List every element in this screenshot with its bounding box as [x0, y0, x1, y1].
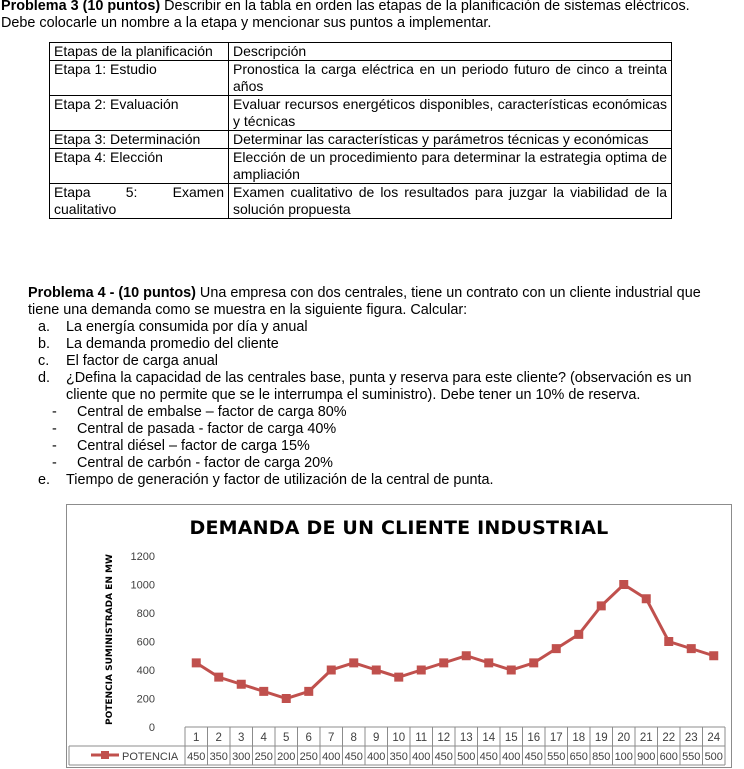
list-item: La energía consumida por día y anual [66, 319, 308, 335]
problem3-label: Problema 3 (10 puntos) [1, 0, 161, 14]
y-tick-label: 600 [136, 636, 155, 649]
data-point [507, 666, 516, 675]
data-point [529, 658, 538, 667]
table-header-description: Descripción [229, 43, 672, 61]
data-point [597, 601, 606, 610]
x-tick-label: 2 [215, 732, 222, 744]
table-row [50, 184, 672, 219]
data-table-value: 500 [704, 751, 723, 763]
table-cell-description: Examen cualitativo de los resultados para juzgar la viabilidad de la solución propuesta [229, 184, 672, 219]
table-cell-description: Determinar las características y parámetros técnicas y económicas [229, 131, 672, 149]
data-point [327, 666, 336, 675]
x-tick-label: 7 [328, 732, 335, 744]
x-tick-label: 21 [639, 732, 653, 744]
y-tick-label: 1000 [130, 579, 155, 592]
table-cell-stage: Etapa 3: Determinación [50, 131, 229, 149]
chart-plot [67, 505, 731, 767]
data-table-value: 250 [299, 751, 318, 763]
list-item: El factor de carga anual [66, 353, 218, 369]
x-tick-label: 23 [684, 732, 698, 744]
x-tick-label: 10 [392, 732, 406, 744]
problem3-text-line1: Describir en la tabla en orden las etapas de la planificación de sistemas eléctricos. [160, 0, 690, 14]
data-table-value: 450 [187, 751, 206, 763]
data-point [439, 658, 448, 667]
sublist-marker: - [52, 438, 57, 454]
x-tick-label: 16 [527, 732, 541, 744]
series-line [196, 585, 714, 699]
list-item: La demanda promedio del cliente [66, 336, 279, 352]
y-tick-label: 1200 [130, 551, 155, 563]
data-table-value: 650 [569, 751, 588, 763]
table-cell-description: Pronostica la carga eléctrica en un periodo futuro de cinco a treinta años [229, 61, 672, 96]
data-table-value: 450 [434, 751, 453, 763]
planning-stages-table [49, 42, 672, 219]
data-table-value: 450 [344, 751, 363, 763]
x-tick-label: 5 [283, 732, 290, 744]
problem3-text-line2: Debe colocarle un nombre a la etapa y mencionar sus puntos a implementar. [1, 15, 492, 31]
x-tick-label: 9 [373, 732, 380, 744]
data-table-value: 500 [457, 751, 476, 763]
data-point [259, 687, 268, 696]
x-tick-label: 4 [260, 732, 267, 744]
y-axis-label: POTENCIA SUMINISTRADA EN MW [105, 554, 115, 725]
x-tick-label: 24 [707, 732, 721, 744]
x-tick-label: 17 [549, 732, 563, 744]
data-table-value: 850 [592, 751, 611, 763]
legend-label: POTENCIA [122, 751, 179, 763]
data-table-value: 450 [524, 751, 543, 763]
x-tick-label: 14 [482, 732, 496, 744]
list-marker: e. [38, 472, 51, 488]
table-header-stage: Etapas de la planificación [50, 43, 229, 61]
table-row [50, 61, 672, 96]
data-point [192, 658, 201, 667]
list-item: ¿Defina la capacidad de las centrales base, punta y reserva para este cliente? (observación es un [66, 370, 692, 386]
chart-title: DEMANDA DE UN CLIENTE INDUSTRIAL [189, 517, 609, 539]
x-tick-label: 3 [238, 732, 245, 744]
y-tick-label: 0 [148, 722, 155, 734]
list-marker: d. [38, 370, 51, 386]
data-point [214, 673, 223, 682]
problem4-intro [28, 285, 701, 302]
x-tick-label: 11 [415, 732, 428, 744]
data-point [417, 666, 426, 675]
legend-marker [101, 751, 109, 759]
sublist-item: Central de carbón - factor de carga 20% [77, 455, 333, 471]
list-item-continuation: cliente que no permite que se le interrumpa el suministro). Debe tener un 10% de reserva. [66, 387, 641, 403]
table-row [50, 96, 672, 131]
x-tick-label: 1 [193, 732, 200, 744]
data-point [304, 687, 313, 696]
x-tick-label: 18 [572, 732, 586, 744]
data-table-value: 400 [412, 751, 431, 763]
data-table-value: 450 [479, 751, 498, 763]
table-cell-stage: Etapa 1: Estudio [50, 61, 229, 96]
data-point [709, 651, 718, 660]
problem4-text-line1: Una empresa con dos centrales, tiene un contrato con un cliente industrial que [195, 285, 701, 301]
table-cell-stage: Etapa 4: Elección [50, 149, 229, 184]
data-point [484, 658, 493, 667]
data-point [372, 666, 381, 675]
table-cell-description: Evaluar recursos energéticos disponibles, características económicas y técnicas [229, 96, 672, 131]
data-point [552, 644, 561, 653]
y-tick-label: 200 [136, 693, 155, 706]
list-marker: b. [38, 336, 51, 352]
data-table-value: 300 [232, 751, 251, 763]
data-table-value: 350 [389, 751, 408, 763]
sublist-item: Central de pasada - factor de carga 40% [77, 421, 337, 437]
data-table-value: 400 [502, 751, 521, 763]
data-point [237, 680, 246, 689]
data-point [574, 630, 583, 639]
data-table-value: 400 [367, 751, 386, 763]
y-tick-label: 800 [136, 608, 155, 620]
x-tick-label: 19 [594, 732, 608, 744]
problem4-text-line2: tiene una demanda como se muestra en la siguiente figura. Calcular: [28, 302, 468, 318]
data-point [687, 644, 696, 653]
problem4-label: Problema 4 - (10 puntos) [28, 285, 196, 301]
sublist-item: Central diésel – factor de carga 15% [77, 438, 310, 454]
problem3-intro [1, 0, 690, 15]
table-row [50, 131, 672, 149]
data-table-value: 600 [659, 751, 678, 763]
data-table-value: 550 [682, 751, 701, 763]
x-tick-label: 20 [617, 732, 631, 744]
data-table-value: 350 [209, 751, 228, 763]
table-cell-stage: Etapa 2: Evaluación [50, 96, 229, 131]
data-table-value: 550 [547, 751, 566, 763]
table-cell-description: Elección de un procedimiento para determinar la estrategia optima de ampliación [229, 149, 672, 184]
list-marker: c. [38, 353, 50, 369]
list-marker: a. [38, 319, 51, 335]
data-table-value: 400 [322, 751, 341, 763]
data-point [642, 594, 651, 603]
data-point [664, 637, 673, 646]
x-tick-label: 22 [662, 732, 676, 744]
data-table-value: 200 [277, 751, 296, 763]
data-table-value: 900 [637, 751, 656, 763]
x-tick-label: 15 [504, 732, 518, 744]
data-table-value: 250 [254, 751, 273, 763]
data-table-value: 100 [614, 751, 633, 763]
sublist-marker: - [52, 404, 57, 420]
sublist-marker: - [52, 421, 57, 437]
table-header-row [50, 43, 672, 61]
x-tick-label: 13 [459, 732, 473, 744]
table-cell-stage: Etapa 5: Examen cualitativo [50, 184, 229, 219]
data-point [349, 658, 358, 667]
x-tick-label: 12 [437, 732, 451, 744]
table-row [50, 149, 672, 184]
data-point [462, 651, 471, 660]
data-point [394, 673, 403, 682]
sublist-item: Central de embalse – factor de carga 80% [77, 404, 347, 420]
sublist-marker: - [52, 455, 57, 471]
data-point [619, 580, 628, 589]
x-tick-label: 6 [305, 732, 312, 744]
x-tick-label: 8 [350, 732, 357, 744]
list-item: Tiempo de generación y factor de utilización de la central de punta. [66, 472, 494, 488]
demand-chart [66, 504, 732, 768]
y-tick-label: 400 [136, 665, 155, 677]
data-point [282, 694, 291, 703]
